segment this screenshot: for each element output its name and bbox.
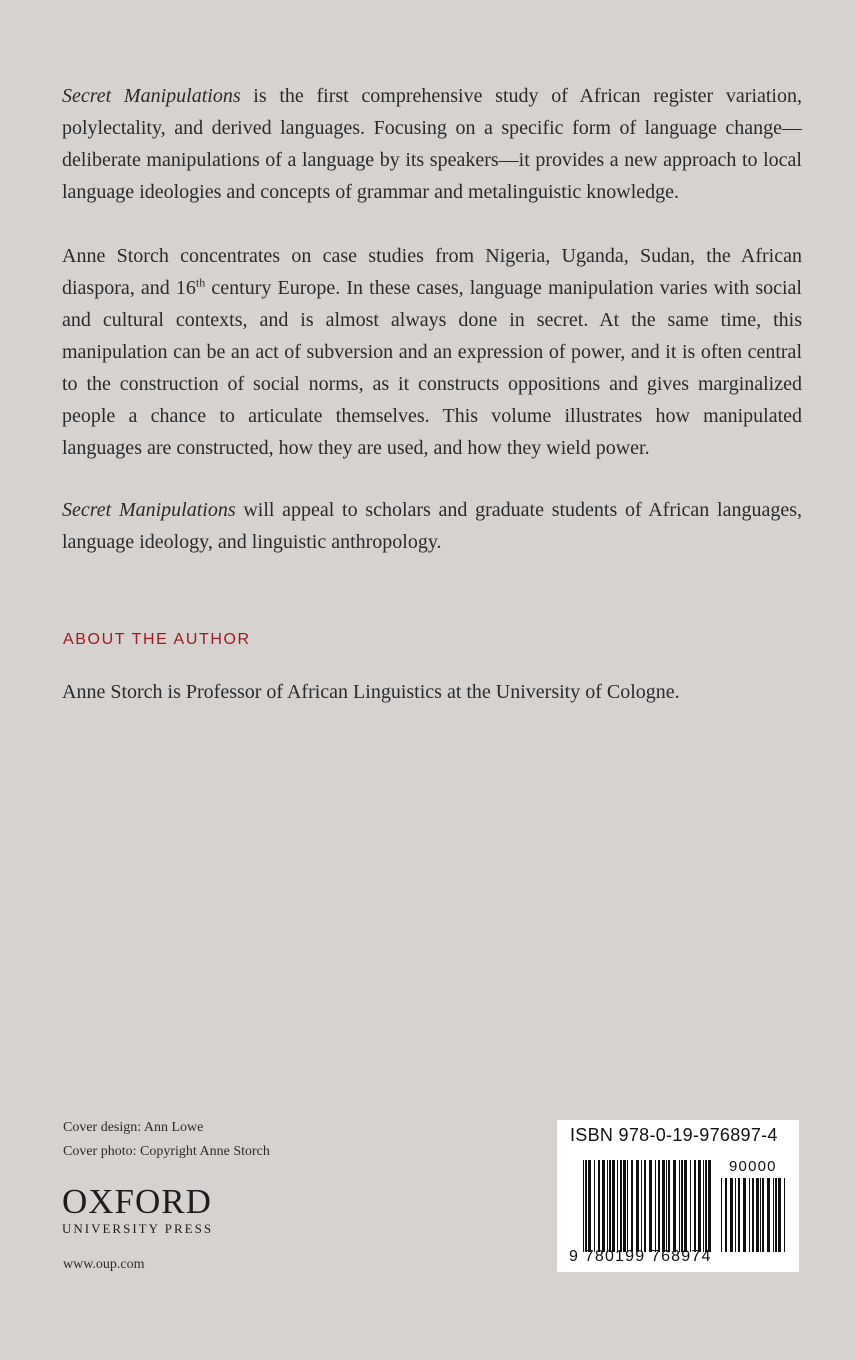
description-paragraph-3 — [62, 494, 802, 558]
barcode-bar — [708, 1160, 711, 1252]
barcode-addon-digits: 90000 — [729, 1158, 777, 1175]
description-paragraph-1 — [62, 80, 802, 208]
barcode-bar — [694, 1160, 696, 1252]
barcode-bar — [636, 1160, 639, 1252]
barcode-bar — [594, 1160, 595, 1252]
barcode-bar — [607, 1160, 608, 1252]
barcode-bar — [767, 1178, 770, 1252]
barcode-bar — [588, 1160, 591, 1252]
description-text: is the first comprehensive study of African register variation, polylectality, and derived languages. Focusing on a specific form of language change—deliberate manipulations of a language by its speakers—it provides a new approach to local language ideologies and concepts of grammar and metalinguistic knowledge. — [62, 85, 802, 203]
barcode-bar — [673, 1160, 676, 1252]
barcode-bar — [775, 1178, 777, 1252]
barcode-bar — [641, 1160, 642, 1252]
barcode-bar — [749, 1178, 750, 1252]
publisher-logo — [62, 1182, 214, 1237]
barcode-bar — [598, 1160, 600, 1252]
publisher-name: OXFORD — [62, 1182, 212, 1221]
book-title-italic: Secret Manipulations — [62, 85, 241, 107]
barcode-bar — [668, 1160, 670, 1252]
barcode-bar — [662, 1160, 665, 1252]
barcode-bar — [617, 1160, 618, 1252]
barcode-bar — [738, 1178, 740, 1252]
isbn-label: ISBN 978-0-19-976897-4 — [570, 1125, 778, 1145]
publisher-url[interactable]: www.oup.com — [63, 1257, 145, 1272]
description-text: will appeal to scholars and graduate students of African languages, language ideology, and linguistic anthropology. — [62, 499, 802, 553]
barcode-bar — [609, 1160, 611, 1252]
description-paragraph-2 — [62, 240, 802, 464]
barcode-bar — [602, 1160, 605, 1252]
barcode-bar — [585, 1160, 587, 1252]
barcode-bar — [730, 1178, 733, 1252]
about-author-heading: ABOUT THE AUTHOR — [63, 631, 251, 648]
barcode-bar — [773, 1178, 774, 1252]
barcode-bar — [655, 1160, 656, 1252]
barcode-bar — [684, 1160, 687, 1252]
barcode-bar — [583, 1160, 584, 1252]
barcode-bar — [760, 1178, 761, 1252]
barcode-bar — [784, 1178, 785, 1252]
barcode-bar — [735, 1178, 736, 1252]
ordinal-suffix: th — [195, 275, 206, 290]
cover-photo-credit: Cover photo: Copyright Anne Storch — [63, 1144, 270, 1159]
barcode-bar — [620, 1160, 622, 1252]
barcode-bar — [752, 1178, 754, 1252]
book-title-italic: Secret Manipulations — [62, 499, 236, 521]
publisher-subname: UNIVERSITY PRESS — [62, 1221, 214, 1236]
barcode-bar — [690, 1160, 691, 1252]
barcode-bar — [743, 1178, 746, 1252]
barcode-bar — [778, 1178, 781, 1252]
back-cover-description — [62, 80, 802, 558]
barcode-bar — [681, 1160, 683, 1252]
barcode-bar — [658, 1160, 660, 1252]
main-barcode-bars — [583, 1160, 711, 1252]
barcode-bar — [703, 1160, 704, 1252]
barcode-bar — [612, 1160, 615, 1252]
addon-barcode-bars — [721, 1178, 785, 1252]
author-bio: Anne Storch is Professor of African Linguistics at the University of Cologne. — [62, 681, 680, 703]
barcode-bar — [627, 1160, 628, 1252]
barcode-bar — [756, 1178, 759, 1252]
barcode-panel — [557, 1120, 799, 1272]
barcode-bar — [666, 1160, 667, 1252]
barcode-bar — [762, 1178, 764, 1252]
description-text: Anne Storch concentrates on case studies from Nigeria, Uganda, Sudan, the African diaspora, and 16 — [62, 245, 802, 299]
barcode-bar — [679, 1160, 680, 1252]
barcode-bar — [698, 1160, 701, 1252]
barcode-bar — [725, 1178, 727, 1252]
barcode-bar — [631, 1160, 633, 1252]
barcode-bar — [623, 1160, 626, 1252]
description-text: century Europe. In these cases, language manipulation varies with social and cultural contexts, and is almost always done in secret. At the same time, this manipulation can be an act of subversion and an expression of power, and it is often central to the construction of social norms, as it constructs oppositions and gives marginalized people a chance to articulate themselves. This volume illustrates how manipulated languages are constructed, how they are used, and how they wield power. — [62, 277, 802, 459]
cover-design-credit: Cover design: Ann Lowe — [63, 1120, 204, 1135]
barcode-bar — [721, 1178, 722, 1252]
cover-credits — [63, 1116, 270, 1164]
barcode-bar — [649, 1160, 652, 1252]
barcode-bar — [644, 1160, 646, 1252]
barcode-bar — [705, 1160, 707, 1252]
barcode-digits: 9 780199 768974 — [569, 1248, 712, 1265]
